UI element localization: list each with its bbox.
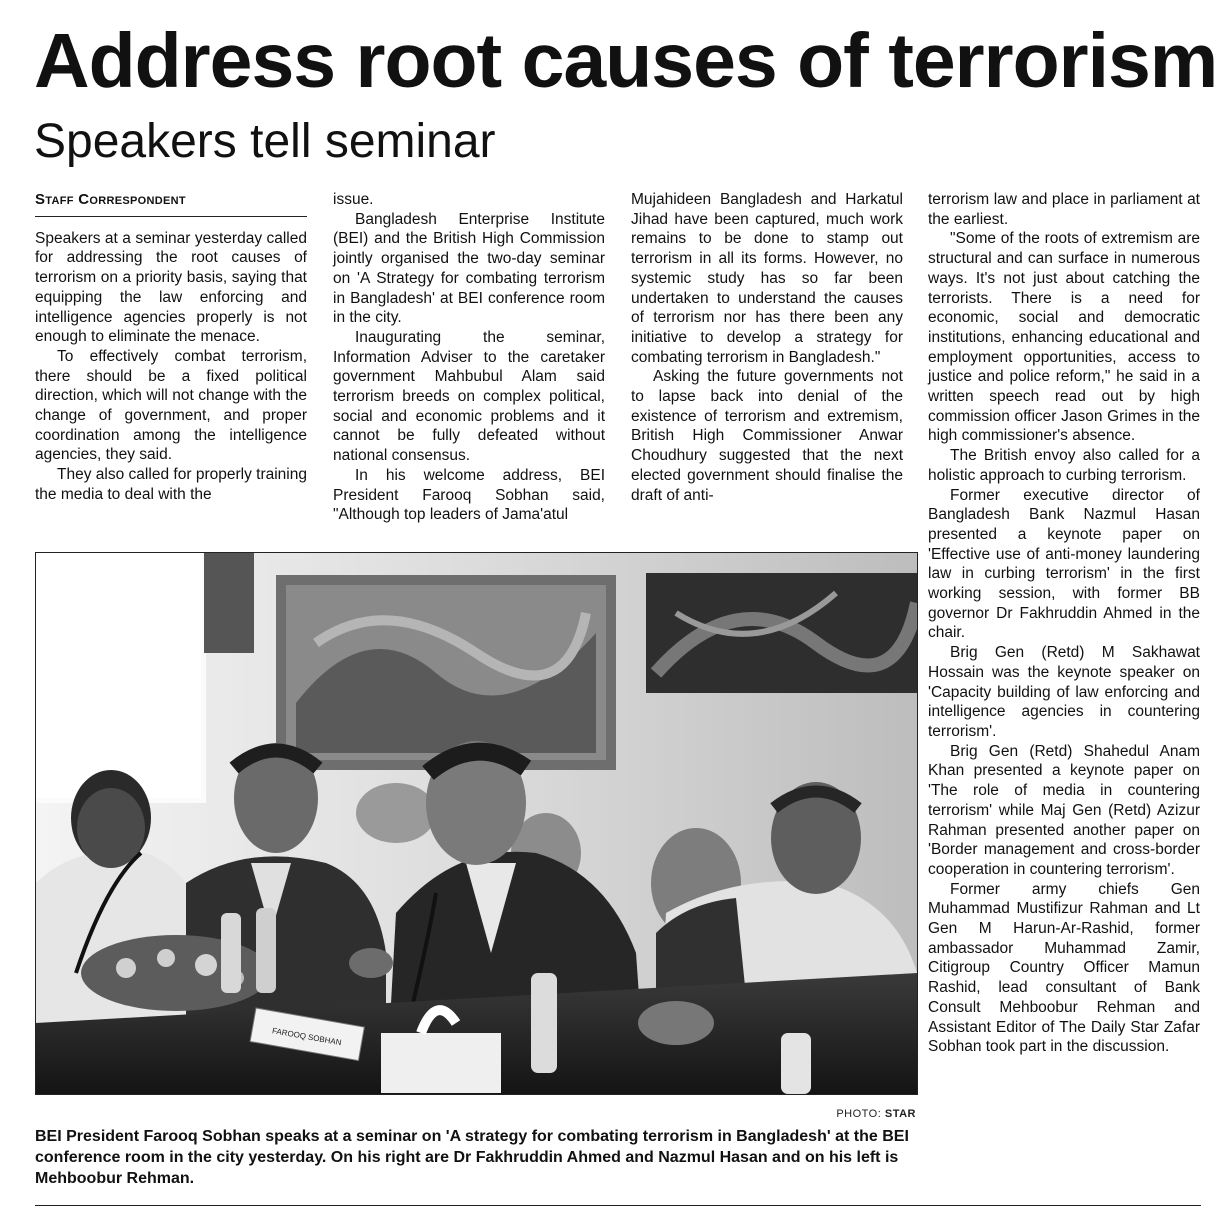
seminar-photo-illustration: [36, 553, 917, 1094]
photo-credit-label: PHOTO:: [836, 1108, 885, 1120]
paragraph: Mujahideen Bangladesh and Harkatul Jihad have been captured, much work remains to be done to stamp out terrorism in all its forms. However, no systemic study has so far been undertaken to understand the causes of terrorism nor has there been any initiative to develop a strategy for combating terrorism in Bangladesh.": [631, 191, 903, 366]
nameplate-text: FAROOQ SOBHAN: [271, 1026, 343, 1048]
byline: [35, 190, 307, 217]
paragraph: The British envoy also called for a holistic approach to curbing terrorism.: [928, 447, 1200, 484]
water-bottle: [221, 913, 241, 993]
paragraph: Former army chiefs Gen Muhammad Mustifizur Rahman and Lt Gen M Harun-Ar-Rashid, former ambassador Muhammad Zamir, Citigroup Country Officer Mamun Rashid, lead consultant of Bank Consult Mehboobur Rehman and Assistant Editor of The Daily Star Zafar Sobhan took part in the discussion.: [928, 880, 1200, 1056]
paragraph: issue.: [333, 191, 374, 208]
article-column-3: [631, 190, 903, 505]
paragraph: Brig Gen (Retd) Shahedul Anam Khan presented a keynote paper on 'The role of media in countering terrorism' while Maj Gen (Retd) Azizur Rahman presented another paper on 'Border management and cross-border cooperation in countering terrorism'.: [928, 742, 1200, 878]
paragraph: They also called for properly training the media to deal with the: [35, 466, 307, 503]
flower-arrangement: [81, 935, 271, 1011]
article-column-2: [333, 190, 605, 525]
headline: Address root causes of terrorism: [34, 18, 1218, 104]
article-column-1: [35, 190, 307, 505]
bottom-divider: [35, 1205, 1201, 1206]
paragraph: Bangladesh Enterprise Institute (BEI) and the British High Commission jointly organised the two-day seminar on 'A Strategy for combating terrorism in Bangladesh' at BEI conference room in the city.: [333, 210, 605, 327]
byline-text: Staff Correspondent: [35, 191, 186, 208]
water-bottle: [256, 908, 276, 993]
photo-caption: BEI President Farooq Sobhan speaks at a seminar on 'A strategy for combating terrorism in Bangladesh' at the BEI conference room in the city yesterday. On his right are Dr Fakhruddin Ahmed and Nazmul Hasan and on his left is Mehboobur Rehman.: [35, 1128, 909, 1187]
paragraph: In his welcome address, BEI President Farooq Sobhan said, "Although top leaders of Jama'atul: [333, 466, 605, 524]
paragraph: To effectively combat terrorism, there should be a fixed political direction, which will not change with the change of government, and proper coordination among the intelligence agencies, they said.: [35, 347, 307, 464]
painting-left: [204, 553, 254, 653]
water-bottle: [781, 1033, 811, 1094]
painting-right: [646, 573, 917, 693]
photo-credit-source: STAR: [884, 1108, 916, 1120]
news-photo: [35, 552, 918, 1095]
photo-credit: [35, 1108, 916, 1120]
subheadline: Speakers tell seminar: [34, 115, 496, 168]
paragraph: Brig Gen (Retd) M Sakhawat Hossain was the keynote speaker on 'Capacity building of law enforcing and intelligence agencies in countering terrorism'.: [928, 644, 1200, 740]
tissue-box: [381, 1033, 501, 1093]
paragraph: Former executive director of Bangladesh Bank Nazmul Hasan presented a keynote paper on 'Effective use of anti-money laundering law in curbing terrorism' in the first working session, with former BB governor Dr Fakhruddin Ahmed in the chair.: [928, 486, 1200, 642]
water-bottle: [531, 973, 557, 1073]
paragraph: "Some of the roots of extremism are structural and can surface in numerous ways. It's not just about catching the terrorists. There is a need for economic, social and democratic institutions, enhancing educational and employment opportunities, access to justice and police reform," he said in a written speech read out by high commission officer Jason Grimes in the high commissioner's absence.: [928, 230, 1200, 445]
paragraph: Inaugurating the seminar, Information Adviser to the caretaker government Mahbubul Alam said terrorism breeds on complex political, social and economic problems and it cannot be fully defeated without national consensus.: [333, 328, 605, 465]
paragraph: Asking the future governments not to lapse back into denial of the existence of terrorism and extremism, British High Commissioner Anwar Choudhury suggested that the next elected government should finalise the draft of anti-: [631, 368, 903, 504]
article-column-4: [928, 190, 1200, 1057]
paragraph: Speakers at a seminar yesterday called for addressing the root causes of terrorism on a priority basis, saying that equipping the law enforcing and intelligence agencies properly is not enough to eliminate the menace.: [35, 229, 307, 346]
paragraph: terrorism law and place in parliament at the earliest.: [928, 191, 1200, 228]
